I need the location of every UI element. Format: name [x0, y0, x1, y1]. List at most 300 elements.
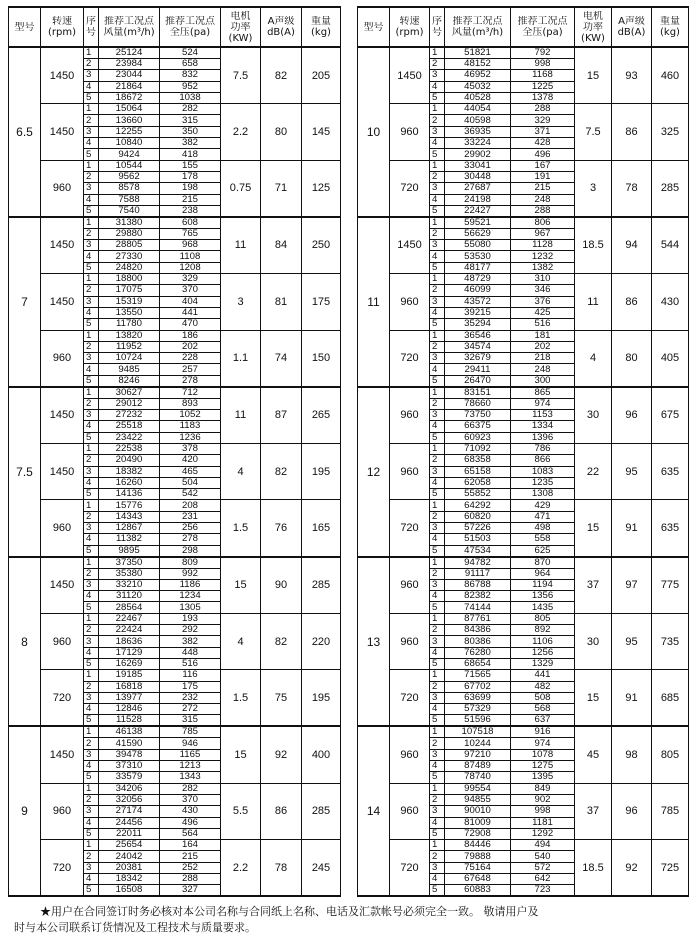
airflow-cell: 76280 — [445, 647, 511, 658]
seq-cell: 5 — [84, 319, 99, 330]
airflow-cell: 24820 — [99, 262, 160, 273]
seq-cell: 4 — [84, 138, 99, 149]
pressure-cell: 723 — [511, 885, 575, 897]
power-cell: 15 — [575, 500, 612, 557]
airflow-cell: 23422 — [99, 432, 160, 443]
seq-cell: 1 — [430, 274, 445, 285]
seq-cell: 1 — [84, 274, 99, 285]
weight-cell: 775 — [652, 557, 689, 614]
weight-cell: 675 — [652, 387, 689, 444]
pressure-cell: 1235 — [511, 477, 575, 488]
table-row — [9, 726, 341, 738]
airflow-cell: 12255 — [99, 126, 160, 137]
airflow-cell: 22538 — [99, 443, 160, 454]
seq-cell: 5 — [84, 262, 99, 273]
col-header-weight: 重量 (kg) — [652, 7, 689, 47]
weight-cell: 245 — [302, 840, 341, 897]
star-icon: ★ — [40, 905, 51, 918]
airflow-cell: 83151 — [445, 387, 511, 399]
speed-cell: 1450 — [41, 274, 84, 330]
noise-cell: 91 — [612, 500, 652, 557]
seq-cell: 5 — [84, 828, 99, 839]
seq-cell: 4 — [430, 874, 445, 885]
power-cell: 4 — [221, 443, 261, 499]
seq-cell: 1 — [84, 613, 99, 624]
pressure-cell: 228 — [160, 353, 221, 364]
pressure-cell: 974 — [511, 398, 575, 409]
pressure-cell: 193 — [160, 613, 221, 624]
seq-cell: 2 — [430, 738, 445, 749]
airflow-cell: 36935 — [445, 126, 511, 137]
power-cell: 3 — [575, 160, 612, 217]
seq-cell: 5 — [430, 262, 445, 273]
airflow-cell: 60883 — [445, 885, 511, 897]
airflow-cell: 11382 — [99, 534, 160, 545]
airflow-cell: 33579 — [99, 772, 160, 783]
seq-cell: 1 — [84, 557, 99, 569]
airflow-cell: 55080 — [445, 240, 511, 251]
seq-cell: 3 — [430, 636, 445, 647]
seq-cell: 3 — [430, 749, 445, 760]
pressure-cell: 382 — [160, 636, 221, 647]
airflow-cell: 10724 — [99, 353, 160, 364]
noise-cell: 92 — [612, 840, 652, 897]
pressure-cell: 1378 — [511, 92, 575, 103]
airflow-cell: 35294 — [445, 319, 511, 330]
airflow-cell: 12846 — [99, 704, 160, 715]
airflow-cell: 22011 — [99, 828, 160, 839]
seq-cell: 4 — [430, 761, 445, 772]
seq-cell: 4 — [84, 591, 99, 602]
table-row — [358, 613, 689, 624]
model-cell: 9 — [9, 726, 41, 896]
seq-cell: 5 — [84, 92, 99, 103]
power-cell: 11 — [575, 274, 612, 330]
airflow-cell: 32056 — [99, 794, 160, 805]
pressure-cell: 916 — [511, 726, 575, 738]
airflow-cell: 11780 — [99, 319, 160, 330]
airflow-cell: 33210 — [99, 579, 160, 590]
airflow-cell: 35380 — [99, 568, 160, 579]
seq-cell: 3 — [84, 353, 99, 364]
airflow-cell: 87489 — [445, 761, 511, 772]
pressure-cell: 1334 — [511, 421, 575, 432]
table-row — [9, 557, 341, 569]
pressure-cell: 425 — [511, 307, 575, 318]
airflow-cell: 51503 — [445, 534, 511, 545]
seq-cell: 1 — [84, 840, 99, 851]
airflow-cell: 40598 — [445, 115, 511, 126]
airflow-cell: 20490 — [99, 455, 160, 466]
seq-cell: 5 — [84, 715, 99, 727]
speed-cell: 720 — [390, 500, 430, 557]
power-cell: 4 — [575, 330, 612, 387]
table-row — [358, 47, 689, 59]
seq-cell: 5 — [84, 205, 99, 217]
pressure-cell: 998 — [511, 59, 575, 70]
speed-cell: 720 — [390, 840, 430, 897]
airflow-cell: 78740 — [445, 772, 511, 783]
seq-cell: 1 — [84, 104, 99, 115]
seq-cell: 4 — [430, 591, 445, 602]
pressure-cell: 215 — [160, 194, 221, 205]
table-row — [358, 274, 689, 285]
seq-cell: 3 — [430, 353, 445, 364]
pressure-cell: 371 — [511, 126, 575, 137]
seq-cell: 4 — [430, 421, 445, 432]
noise-cell: 95 — [612, 443, 652, 499]
airflow-cell: 71565 — [445, 670, 511, 681]
airflow-cell: 30448 — [445, 171, 511, 182]
airflow-cell: 72908 — [445, 828, 511, 839]
pressure-cell: 376 — [511, 296, 575, 307]
airflow-cell: 28564 — [99, 602, 160, 613]
seq-cell: 2 — [84, 738, 99, 749]
airflow-cell: 27330 — [99, 251, 160, 262]
seq-cell: 1 — [84, 726, 99, 738]
seq-cell: 4 — [430, 81, 445, 92]
pressure-cell: 181 — [511, 330, 575, 341]
table-row — [9, 387, 341, 399]
seq-cell: 5 — [84, 545, 99, 557]
airflow-cell: 91117 — [445, 568, 511, 579]
seq-cell: 1 — [430, 613, 445, 624]
airflow-cell: 14136 — [99, 489, 160, 500]
pressure-cell: 540 — [511, 851, 575, 862]
pressure-cell: 428 — [511, 138, 575, 149]
pressure-cell: 282 — [160, 104, 221, 115]
col-header-noise: A声级 dB(A) — [612, 7, 652, 47]
power-cell: 0.75 — [221, 160, 261, 217]
pressure-cell: 809 — [160, 557, 221, 569]
seq-cell: 4 — [84, 817, 99, 828]
pressure-cell: 1181 — [511, 817, 575, 828]
seq-cell: 5 — [430, 489, 445, 500]
airflow-cell: 66375 — [445, 421, 511, 432]
weight-cell: 205 — [302, 47, 341, 104]
seq-cell: 5 — [430, 149, 445, 160]
seq-cell: 1 — [430, 217, 445, 229]
seq-cell: 3 — [430, 70, 445, 81]
seq-cell: 3 — [430, 240, 445, 251]
table-body — [358, 47, 689, 896]
airflow-cell: 22467 — [99, 613, 160, 624]
power-cell: 18.5 — [575, 840, 612, 897]
model-cell: 8 — [9, 557, 41, 727]
pressure-cell: 1234 — [160, 591, 221, 602]
seq-cell: 1 — [84, 387, 99, 399]
pressure-cell: 832 — [160, 70, 221, 81]
airflow-cell: 74144 — [445, 602, 511, 613]
weight-cell: 400 — [302, 726, 341, 783]
pressure-cell: 282 — [160, 783, 221, 794]
airflow-cell: 15064 — [99, 104, 160, 115]
airflow-cell: 57329 — [445, 704, 511, 715]
power-cell: 15 — [575, 47, 612, 104]
table-row — [358, 104, 689, 115]
pressure-cell: 866 — [511, 455, 575, 466]
pressure-cell: 496 — [511, 149, 575, 160]
pressure-cell: 865 — [511, 387, 575, 399]
pressure-cell: 952 — [160, 81, 221, 92]
seq-cell: 4 — [84, 874, 99, 885]
seq-cell: 3 — [84, 70, 99, 81]
pressure-cell: 116 — [160, 670, 221, 681]
airflow-cell: 51821 — [445, 47, 511, 59]
airflow-cell: 33041 — [445, 160, 511, 171]
pressure-cell: 504 — [160, 477, 221, 488]
table-row — [358, 160, 689, 171]
speed-cell: 960 — [390, 387, 430, 444]
power-cell: 7.5 — [221, 47, 261, 104]
pressure-cell: 238 — [160, 205, 221, 217]
airflow-cell: 7540 — [99, 205, 160, 217]
seq-cell: 4 — [430, 704, 445, 715]
weight-cell: 460 — [652, 47, 689, 104]
seq-cell: 5 — [430, 658, 445, 669]
seq-cell: 3 — [430, 183, 445, 194]
speed-cell: 960 — [41, 330, 84, 387]
weight-cell: 195 — [302, 670, 341, 727]
airflow-cell: 26470 — [445, 375, 511, 387]
speed-cell: 1450 — [41, 47, 84, 104]
weight-cell: 265 — [302, 387, 341, 444]
pressure-cell: 1308 — [511, 489, 575, 500]
seq-cell: 3 — [84, 806, 99, 817]
airflow-cell: 81009 — [445, 817, 511, 828]
table-row — [358, 840, 689, 851]
footer-note — [14, 904, 684, 936]
col-header-airflow: 推荐工况点 风量(m³/h) — [99, 7, 160, 47]
seq-cell: 3 — [84, 466, 99, 477]
model-cell: 7 — [9, 217, 41, 387]
pressure-cell: 218 — [511, 353, 575, 364]
pressure-cell: 625 — [511, 545, 575, 557]
pressure-cell: 1275 — [511, 761, 575, 772]
speed-cell: 960 — [41, 500, 84, 557]
seq-cell: 1 — [84, 330, 99, 341]
seq-cell: 2 — [84, 228, 99, 239]
pressure-cell: 420 — [160, 455, 221, 466]
pressure-cell: 1165 — [160, 749, 221, 760]
seq-cell: 3 — [84, 240, 99, 251]
airflow-cell: 59521 — [445, 217, 511, 229]
speed-cell: 720 — [41, 670, 84, 727]
seq-cell: 3 — [430, 522, 445, 533]
seq-cell: 4 — [430, 364, 445, 375]
airflow-cell: 17075 — [99, 285, 160, 296]
speed-cell: 960 — [390, 443, 430, 499]
pressure-cell: 300 — [511, 375, 575, 387]
airflow-cell: 78660 — [445, 398, 511, 409]
table-row — [358, 726, 689, 738]
noise-cell: 96 — [612, 783, 652, 839]
seq-cell: 4 — [430, 307, 445, 318]
pressure-cell: 1153 — [511, 410, 575, 421]
airflow-cell: 55852 — [445, 489, 511, 500]
table-row — [358, 217, 689, 229]
pressure-cell: 1186 — [160, 579, 221, 590]
seq-cell: 3 — [430, 410, 445, 421]
pressure-cell: 470 — [160, 319, 221, 330]
pressure-cell: 516 — [511, 319, 575, 330]
speed-cell: 1450 — [390, 217, 430, 274]
airflow-cell: 27687 — [445, 183, 511, 194]
seq-cell: 5 — [430, 92, 445, 103]
pressure-cell: 568 — [511, 704, 575, 715]
pressure-cell: 572 — [511, 862, 575, 873]
seq-cell: 3 — [84, 579, 99, 590]
seq-cell: 2 — [84, 511, 99, 522]
seq-cell: 4 — [84, 421, 99, 432]
airflow-cell: 107518 — [445, 726, 511, 738]
airflow-cell: 29411 — [445, 364, 511, 375]
weight-cell: 725 — [652, 840, 689, 897]
airflow-cell: 12867 — [99, 522, 160, 533]
col-header-pressure: 推荐工况点 全压(pa) — [511, 7, 575, 47]
seq-cell: 5 — [84, 602, 99, 613]
pressure-cell: 1225 — [511, 81, 575, 92]
airflow-cell: 18672 — [99, 92, 160, 103]
pressure-cell: 893 — [160, 398, 221, 409]
pressure-cell: 765 — [160, 228, 221, 239]
pressure-cell: 1183 — [160, 421, 221, 432]
airflow-cell: 13660 — [99, 115, 160, 126]
airflow-cell: 34206 — [99, 783, 160, 794]
col-header-pressure: 推荐工况点 全压(pa) — [160, 7, 221, 47]
seq-cell: 5 — [84, 375, 99, 387]
speed-cell: 1450 — [41, 557, 84, 614]
speed-cell: 720 — [390, 330, 430, 387]
airflow-cell: 13820 — [99, 330, 160, 341]
table-row — [9, 274, 341, 285]
noise-cell: 87 — [261, 387, 302, 444]
pressure-cell: 1236 — [160, 432, 221, 443]
table-row — [9, 217, 341, 229]
noise-cell: 86 — [261, 783, 302, 839]
pressure-cell: 1106 — [511, 636, 575, 647]
model-cell: 6.5 — [9, 47, 41, 217]
noise-cell: 94 — [612, 217, 652, 274]
noise-cell: 86 — [612, 104, 652, 160]
noise-cell: 96 — [612, 387, 652, 444]
power-cell: 1.1 — [221, 330, 261, 387]
airflow-cell: 23044 — [99, 70, 160, 81]
speed-cell: 720 — [390, 670, 430, 727]
pressure-cell: 902 — [511, 794, 575, 805]
power-cell: 2.2 — [221, 104, 261, 160]
pressure-cell: 1256 — [511, 647, 575, 658]
airflow-cell: 48729 — [445, 274, 511, 285]
speed-cell: 960 — [390, 104, 430, 160]
airflow-cell: 65158 — [445, 466, 511, 477]
seq-cell: 1 — [84, 217, 99, 229]
pressure-cell: 608 — [160, 217, 221, 229]
seq-cell: 5 — [84, 432, 99, 443]
weight-cell: 544 — [652, 217, 689, 274]
power-cell: 18.5 — [575, 217, 612, 274]
table-row — [358, 330, 689, 341]
speed-cell: 960 — [41, 613, 84, 669]
pressure-cell: 178 — [160, 171, 221, 182]
seq-cell: 2 — [84, 398, 99, 409]
col-header-weight: 重量 (kg) — [302, 7, 341, 47]
pressure-cell: 215 — [160, 851, 221, 862]
airflow-cell: 24456 — [99, 817, 160, 828]
model-cell: 11 — [358, 217, 390, 387]
pressure-cell: 1194 — [511, 579, 575, 590]
airflow-cell: 82382 — [445, 591, 511, 602]
speed-cell: 960 — [390, 726, 430, 783]
seq-cell: 4 — [84, 194, 99, 205]
airflow-cell: 28805 — [99, 240, 160, 251]
airflow-cell: 43572 — [445, 296, 511, 307]
airflow-cell: 24198 — [445, 194, 511, 205]
weight-cell: 195 — [302, 443, 341, 499]
seq-cell: 1 — [430, 104, 445, 115]
seq-cell: 3 — [84, 862, 99, 873]
pressure-cell: 1382 — [511, 262, 575, 273]
airflow-cell: 57226 — [445, 522, 511, 533]
airflow-cell: 39215 — [445, 307, 511, 318]
airflow-cell: 32679 — [445, 353, 511, 364]
col-header-power: 电机 功率 (KW) — [575, 7, 612, 47]
pressure-cell: 429 — [511, 500, 575, 511]
seq-cell: 4 — [84, 307, 99, 318]
pressure-cell: 1213 — [160, 761, 221, 772]
seq-cell: 2 — [84, 115, 99, 126]
seq-cell: 1 — [84, 500, 99, 511]
seq-cell: 3 — [430, 806, 445, 817]
pressure-cell: 175 — [160, 681, 221, 692]
pressure-cell: 441 — [511, 670, 575, 681]
seq-cell: 2 — [84, 568, 99, 579]
pressure-cell: 712 — [160, 387, 221, 399]
power-cell: 11 — [221, 217, 261, 274]
seq-cell: 2 — [430, 455, 445, 466]
airflow-cell: 29012 — [99, 398, 160, 409]
airflow-cell: 18636 — [99, 636, 160, 647]
seq-cell: 4 — [430, 647, 445, 658]
weight-cell: 785 — [652, 783, 689, 839]
pressure-cell: 494 — [511, 840, 575, 851]
airflow-cell: 40528 — [445, 92, 511, 103]
speed-cell: 720 — [41, 840, 84, 897]
power-cell: 1.5 — [221, 670, 261, 727]
airflow-cell: 9562 — [99, 171, 160, 182]
seq-cell: 1 — [84, 443, 99, 454]
airflow-cell: 68654 — [445, 658, 511, 669]
airflow-cell: 25518 — [99, 421, 160, 432]
noise-cell: 75 — [261, 670, 302, 727]
seq-cell: 1 — [430, 726, 445, 738]
airflow-cell: 67648 — [445, 874, 511, 885]
pressure-cell: 329 — [160, 274, 221, 285]
speed-cell: 960 — [390, 783, 430, 839]
seq-cell: 4 — [84, 364, 99, 375]
pressure-cell: 524 — [160, 47, 221, 59]
pressure-cell: 215 — [511, 183, 575, 194]
seq-cell: 2 — [430, 115, 445, 126]
pressure-cell: 792 — [511, 47, 575, 59]
pressure-cell: 288 — [511, 104, 575, 115]
power-cell: 15 — [575, 670, 612, 727]
seq-cell: 5 — [430, 885, 445, 897]
pressure-cell: 370 — [160, 285, 221, 296]
airflow-cell: 16260 — [99, 477, 160, 488]
seq-cell: 4 — [84, 251, 99, 262]
seq-cell: 3 — [430, 466, 445, 477]
